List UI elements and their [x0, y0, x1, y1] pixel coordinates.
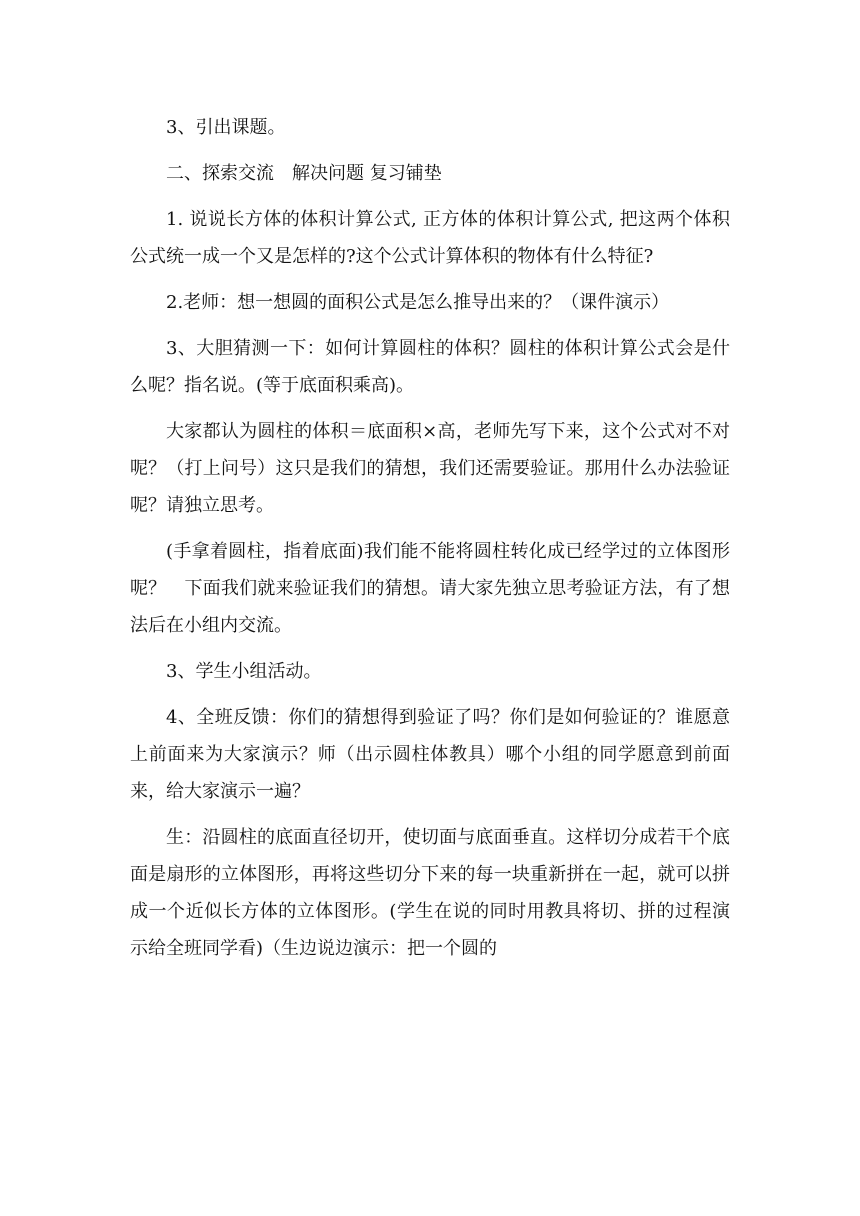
paragraph-9: 4、全班反馈：你们的猜想得到验证了吗？你们是如何验证的？谁愿意上前面来为大家演示？师（出示圆柱体教具）哪个小组的同学愿意到前面来，给大家演示一遍？	[130, 707, 730, 802]
paragraph-8: 3、学生小组活动。	[166, 661, 322, 682]
paragraph-5: 3、大胆猜测一下：如何计算圆柱的体积？圆柱的体积计算公式会是什么呢？指名说。(等于底面积乘高)。	[130, 338, 730, 396]
paragraph-6: 大家都认为圆柱的体积＝底面积×高，老师先写下来，这个公式对不对 呢？（打上问号）这只是我们的猜想，我们还需要验证。那用什么办法验证呢？请独立思考。	[130, 421, 730, 516]
document-body	[130, 109, 730, 976]
paragraph-2: 二、探索交流 解决问题 复习铺垫	[166, 163, 442, 184]
paragraph-7: (手拿着圆柱，指着底面)我们能不能将圆柱转化成已经学过的立体图形呢？ 下面我们就来验证我们的猜想。请大家先独立思考验证方法，有了想法后在小组内交流。	[130, 541, 730, 636]
paragraph-4: 2.老师：想一想圆的面积公式是怎么推导出来的？（课件演示）	[166, 292, 670, 313]
paragraph-10: 生：沿圆柱的底面直径切开，使切面与底面垂直。这样切分成若干个底面是扇形的立体图形，再将这些切分下来的每一块重新拼在一起，就可以拼成一个近似长方体的立体图形。(学生在说的同时用教具将切、拼的过程演示给全班同学看)（生边说边演示：把一个圆的	[130, 827, 730, 959]
paragraph-3: 1. 说说长方体的体积计算公式, 正方体的体积计算公式, 把这两个体积公式统一成一个又是怎样的?这个公式计算体积的物体有什么特征?	[130, 209, 730, 267]
paragraph-1: 3、引出课题。	[166, 117, 286, 138]
